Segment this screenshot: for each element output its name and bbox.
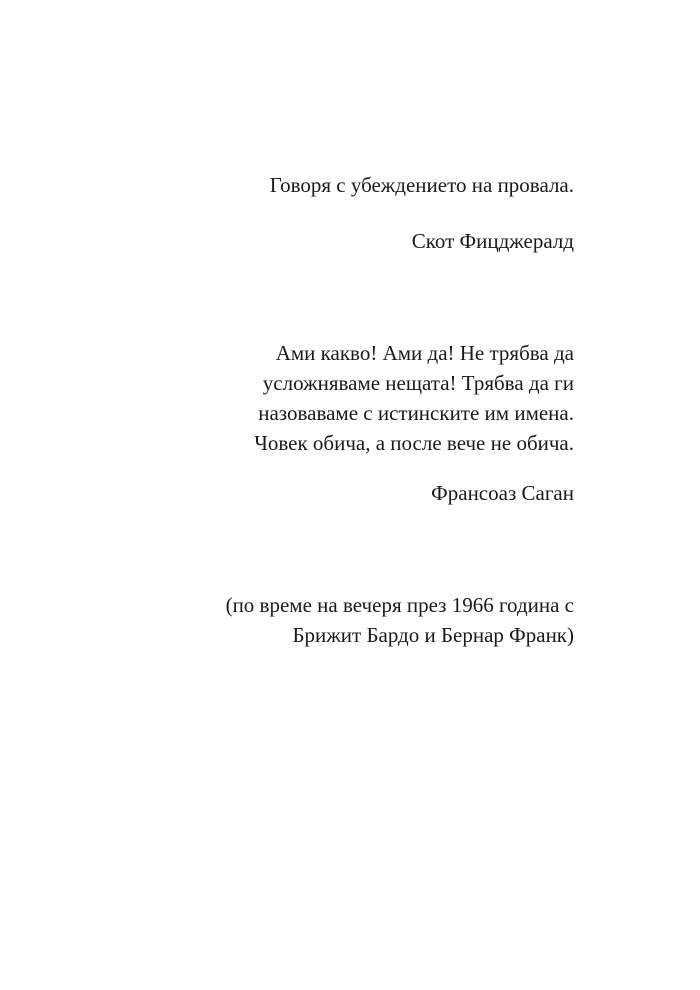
epigraph-quote	[254, 338, 574, 458]
note-line: (по време на вечеря през 1966 година с	[225, 593, 574, 617]
quote-line: усложняваме нещата! Трябва да ги	[262, 371, 574, 395]
note-line: Брижит Бардо и Бернар Франк)	[292, 623, 574, 647]
quote-line: назоваваме с истинските им имена.	[258, 401, 574, 425]
quote-line: Ами какво! Ами да! Не трябва да	[275, 341, 574, 365]
quote-line: Човек обича, а после вече не обича.	[254, 431, 574, 455]
author-name: Скот Фицджералд	[411, 229, 574, 253]
epigraph-quote	[270, 170, 574, 200]
epigraph-author	[412, 226, 574, 256]
author-name: Франсоаз Саган	[431, 481, 574, 505]
epigraph-note	[226, 590, 574, 650]
quote-line: Говоря с убеждението на провала.	[269, 173, 574, 197]
epigraph-author	[431, 478, 574, 508]
